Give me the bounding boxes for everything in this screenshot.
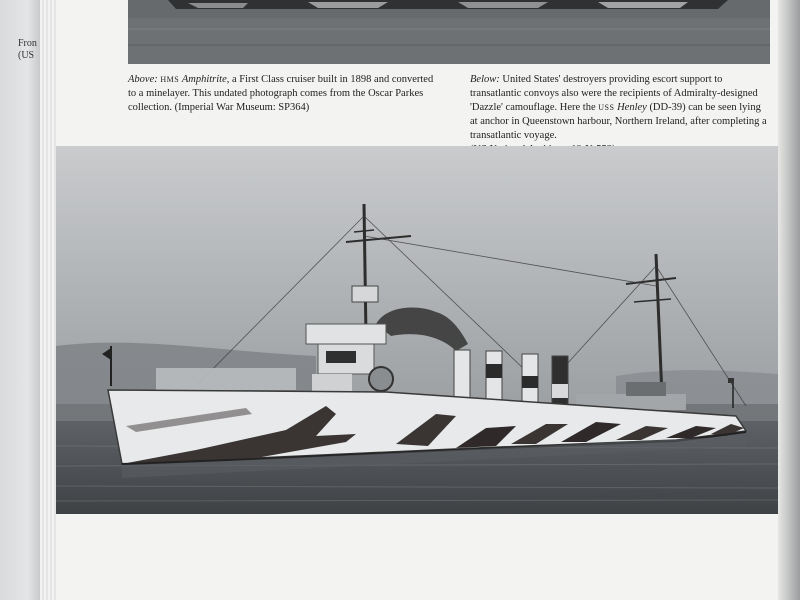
- caption-above-lead: Above:: [128, 74, 158, 85]
- left-page-text-fragment: (US: [18, 50, 35, 61]
- caption-below-prefix: USS: [598, 103, 615, 112]
- caption-above-ship-name: Amphitrite: [181, 74, 227, 85]
- left-page-text-fragment: Fron: [18, 38, 37, 49]
- caption-above-text: , a First Class cruiser built in 1898 and converted to a minelayer. This undated photograph comes from the Oscar Parkes collection. (Imperial War Museum: SP364): [128, 74, 434, 113]
- page-right-shadow: [778, 0, 800, 600]
- photo-uss-henley: [56, 146, 778, 514]
- caption-above: [128, 73, 440, 115]
- caption-below-text-2: (DD-39) can be seen lying at anchor in Queenstown harbour, Northern Ireland, after completing a transatlantic voyage.: [470, 102, 767, 141]
- caption-below: [470, 73, 770, 157]
- photo-amphitrite-image: [128, 0, 770, 64]
- left-page-edge: [0, 0, 40, 600]
- caption-above-prefix: HMS: [160, 75, 180, 84]
- photo-amphitrite: [128, 0, 770, 64]
- caption-below-lead: Below:: [470, 74, 500, 85]
- caption-below-text-1: United States' destroyers providing escort support to transatlantic convoys also were the recipients of Admiralty-designed 'Dazzle' camouflage. Here the: [470, 74, 758, 113]
- book-page-edges: [40, 0, 56, 600]
- caption-below-ship-name: Henley: [617, 102, 647, 113]
- photo-uss-henley-image: [56, 146, 778, 514]
